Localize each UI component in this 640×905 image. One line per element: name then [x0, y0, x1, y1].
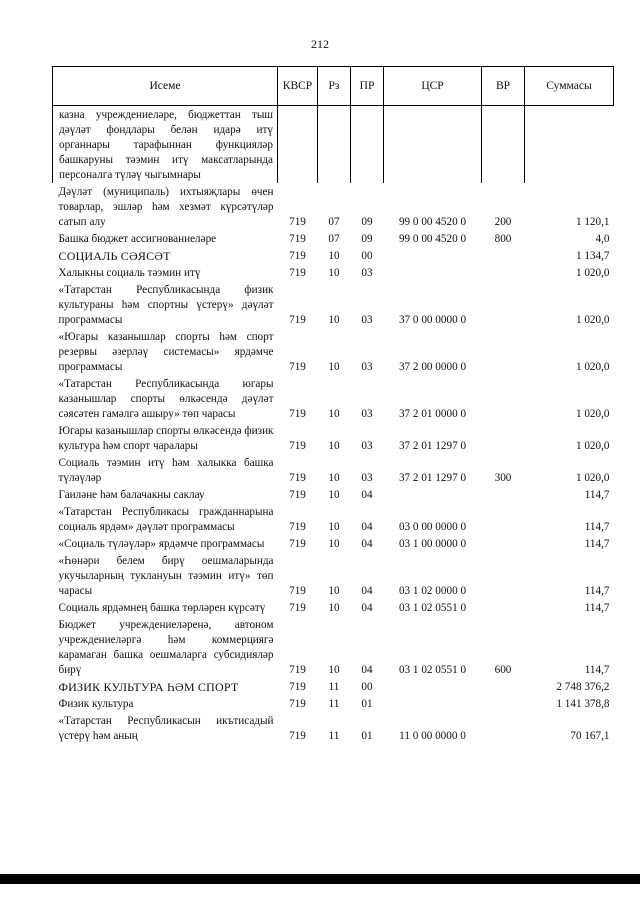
table-row: [53, 264, 614, 281]
page-number: 212: [311, 37, 329, 51]
cell-kvsr: 719: [289, 361, 306, 373]
cell-kvsr: 719: [289, 681, 306, 693]
header-csr: ЦСР: [384, 67, 482, 106]
cell-name: Социаль тәэмин итү һәм халыкка башка түләүләр: [58, 457, 274, 484]
cell-name: «Татарстан Республикасын икътисадый үстерү һәм аның: [58, 715, 274, 742]
cell-kvsr: 719: [289, 233, 306, 245]
cell-sum: 1 020,0: [575, 472, 610, 484]
cell-rz: 10: [328, 602, 340, 614]
cell-vr: 800: [494, 233, 512, 245]
table-row: [53, 535, 614, 552]
cell-rz: 10: [328, 489, 340, 501]
cell-rz: 10: [328, 250, 340, 262]
cell-vr: [482, 486, 525, 503]
table-row: [53, 281, 614, 328]
table-row: [53, 695, 614, 712]
cell-rz: 10: [328, 521, 340, 533]
cell-name: казна учреждениеләре, бюджеттан тыш дәүләт фондлары белән идарә итү органнары тарафыннан функцияләр башкаруны тәэмин итү максатларында персоналга түләү чыгымнары: [53, 106, 278, 184]
header-kvsr: КВСР: [278, 67, 318, 106]
cell-kvsr: 719: [289, 585, 306, 597]
cell-kvsr: 719: [289, 698, 306, 710]
cell-rz: 10: [328, 314, 340, 326]
cell-rz: 10: [328, 408, 340, 420]
cell-rz: 10: [328, 361, 340, 373]
cell-vr: 600: [494, 664, 512, 676]
cell-vr: [482, 106, 525, 184]
cell-name: Югары казанышлар спорты өлкәсендә физик культура һәм спорт чаралары: [58, 425, 274, 452]
table-body: [53, 106, 614, 745]
cell-name: ФИЗИК КУЛЬТУРА ҺӘМ СПОРТ: [58, 680, 239, 694]
cell-csr: 03 0 00 0000 0: [398, 521, 467, 533]
cell-rz: 10: [328, 538, 340, 550]
cell-sum: 1 020,0: [575, 408, 610, 420]
cell-vr: [482, 599, 525, 616]
cell-csr: 99 0 00 4520 0: [398, 216, 467, 228]
cell-sum: 1 134,7: [575, 250, 610, 262]
cell-sum: 1 141 378,8: [556, 698, 610, 710]
cell-csr: 03 1 02 0000 0: [398, 585, 467, 597]
cell-pr: 04: [361, 521, 373, 533]
cell-pr: 09: [361, 216, 373, 228]
cell-rz: 11: [328, 698, 340, 710]
table-row: [53, 247, 614, 264]
cell-vr: [482, 328, 525, 375]
table-row: [53, 552, 614, 599]
cell-name: Дәүләт (муниципаль) ихтыяҗлары өчен товарлар, эшләр һәм хезмәт күрсәтүләр сатып алу: [58, 186, 274, 228]
cell-csr: 37 2 00 0000 0: [398, 361, 467, 373]
cell-name: Халыкны социаль тәэмин итү: [58, 267, 201, 279]
cell-pr: 04: [361, 664, 373, 676]
cell-kvsr: 719: [289, 602, 306, 614]
cell-vr: [482, 247, 525, 264]
cell-sum: [525, 106, 614, 184]
cell-kvsr: 719: [289, 521, 306, 533]
cell-kvsr: 719: [289, 314, 306, 326]
cell-name: Социаль ярдәмнең башка төрләрен күрсәтү: [58, 602, 266, 614]
cell-rz: 10: [328, 472, 340, 484]
cell-kvsr: 719: [289, 730, 306, 742]
cell-csr: 11 0 00 0000 0: [399, 730, 466, 742]
cell-pr: 09: [361, 233, 373, 245]
cell-csr: [384, 247, 482, 264]
cell-sum: 70 167,1: [570, 730, 610, 742]
cell-kvsr: 719: [289, 408, 306, 420]
table-row: [53, 616, 614, 678]
table-row: [53, 106, 614, 184]
cell-pr: 01: [361, 698, 373, 710]
cell-pr: 03: [361, 440, 373, 452]
cell-rz: 10: [328, 267, 340, 279]
cell-vr: [482, 712, 525, 744]
cell-pr: 03: [361, 314, 373, 326]
cell-sum: 114,7: [584, 521, 610, 533]
cell-vr: [482, 695, 525, 712]
cell-csr: [384, 678, 482, 695]
cell-vr: [482, 503, 525, 535]
cell-vr: 200: [494, 216, 512, 228]
table-row: [53, 503, 614, 535]
header-vr: ВР: [482, 67, 525, 106]
cell-name: «Социаль түләүләр» ярдәмче программасы: [58, 538, 265, 550]
cell-rz: 07: [328, 216, 340, 228]
cell-sum: 1 120,1: [575, 216, 610, 228]
cell-kvsr: 719: [289, 250, 306, 262]
cell-pr: 04: [361, 489, 373, 501]
cell-pr: 04: [361, 585, 373, 597]
cell-sum: 1 020,0: [575, 361, 610, 373]
cell-name: «Һөнәри белем бирү оешмаларында укучыларның туклануын тәэмин итү» төп чарасы: [58, 555, 274, 597]
cell-pr: 03: [361, 267, 373, 279]
table-row: [53, 454, 614, 486]
cell-pr: 03: [361, 361, 373, 373]
cell-rz: 10: [328, 585, 340, 597]
cell-csr: [384, 264, 482, 281]
cell-csr: [384, 106, 482, 184]
cell-name: «Югары казанышлар спорты һәм спорт резервы әзерләү системасы» ярдәмче программасы: [58, 331, 274, 373]
cell-name: Физик культура: [58, 698, 134, 710]
table-row: [53, 230, 614, 247]
cell-csr: 03 1 00 0000 0: [398, 538, 467, 550]
table-row: [53, 375, 614, 422]
cell-rz: 07: [328, 233, 340, 245]
cell-name: «Татарстан Республикасында физик культураны һәм спортны үстерү» дәүләт программасы: [58, 284, 274, 326]
cell-name: Башка бюджет ассигнованиеләре: [58, 233, 217, 245]
scan-edge-bar: [0, 874, 640, 884]
cell-pr: 03: [361, 472, 373, 484]
header-sum: Суммасы: [525, 67, 614, 106]
cell-sum: 114,7: [584, 538, 610, 550]
cell-sum: 1 020,0: [575, 314, 610, 326]
cell-kvsr: [278, 106, 318, 184]
cell-sum: 114,7: [584, 664, 610, 676]
cell-rz: 11: [328, 730, 340, 742]
cell-pr: 04: [361, 538, 373, 550]
cell-sum: 1 020,0: [575, 267, 610, 279]
table-row: [53, 678, 614, 695]
table-row: [53, 183, 614, 230]
table-row: [53, 712, 614, 744]
cell-rz: 10: [328, 664, 340, 676]
cell-vr: [482, 264, 525, 281]
cell-kvsr: 719: [289, 664, 306, 676]
cell-sum: 114,7: [584, 602, 610, 614]
table-row: [53, 328, 614, 375]
cell-csr: 37 2 01 1297 0: [398, 440, 467, 452]
cell-vr: [482, 375, 525, 422]
cell-rz: 10: [328, 440, 340, 452]
cell-pr: 01: [361, 730, 373, 742]
cell-pr: [351, 106, 384, 184]
cell-pr: 00: [361, 681, 373, 693]
budget-table: [52, 66, 614, 744]
cell-name: «Татарстан Республикасында югары казанышлар спорты өлкәсендә дәүләт сәясәтен гамәлгә ашыру» төп чарасы: [58, 378, 274, 420]
cell-vr: [482, 678, 525, 695]
cell-kvsr: 719: [289, 472, 306, 484]
cell-name: СОЦИАЛЬ СӘЯСӘТ: [58, 249, 171, 263]
cell-pr: 00: [361, 250, 373, 262]
table-row: [53, 486, 614, 503]
cell-vr: [482, 552, 525, 599]
cell-kvsr: 719: [289, 538, 306, 550]
cell-csr: 37 2 01 1297 0: [398, 472, 467, 484]
cell-name: Бюджет учреждениеләренә, автоном учреждениеләргә һәм коммерциягә карамаган башка оешмаларга субсидияләр бирү: [58, 619, 274, 676]
cell-csr: 99 0 00 4520 0: [398, 233, 467, 245]
cell-pr: 04: [361, 602, 373, 614]
cell-vr: [482, 535, 525, 552]
header-rz: Рз: [318, 67, 351, 106]
header-pr: ПР: [351, 67, 384, 106]
table-row: [53, 599, 614, 616]
table-header: [53, 67, 614, 106]
cell-vr: [482, 281, 525, 328]
cell-csr: 37 2 01 0000 0: [398, 408, 467, 420]
cell-sum: 1 020,0: [575, 440, 610, 452]
cell-kvsr: 719: [289, 267, 306, 279]
cell-csr: 03 1 02 0551 0: [398, 664, 467, 676]
cell-sum: 114,7: [584, 585, 610, 597]
cell-name: Гаиләне һәм балачакны саклау: [58, 489, 205, 501]
cell-kvsr: 719: [289, 489, 306, 501]
cell-csr: [384, 695, 482, 712]
cell-csr: 03 1 02 0551 0: [398, 602, 467, 614]
cell-csr: [384, 486, 482, 503]
table-row: [53, 422, 614, 454]
cell-csr: 37 0 00 0000 0: [398, 314, 467, 326]
cell-sum: 114,7: [584, 489, 610, 501]
cell-rz: [318, 106, 351, 184]
header-name: Исеме: [53, 67, 278, 106]
cell-kvsr: 719: [289, 216, 306, 228]
cell-name: «Татарстан Республикасы гражданнарына социаль ярдәм» дәүләт программасы: [58, 506, 274, 533]
cell-pr: 03: [361, 408, 373, 420]
cell-kvsr: 719: [289, 440, 306, 452]
cell-vr: [482, 422, 525, 454]
cell-vr: 300: [494, 472, 512, 484]
cell-sum: 4,0: [595, 233, 610, 245]
cell-sum: 2 748 376,2: [556, 681, 610, 693]
cell-rz: 11: [328, 681, 340, 693]
